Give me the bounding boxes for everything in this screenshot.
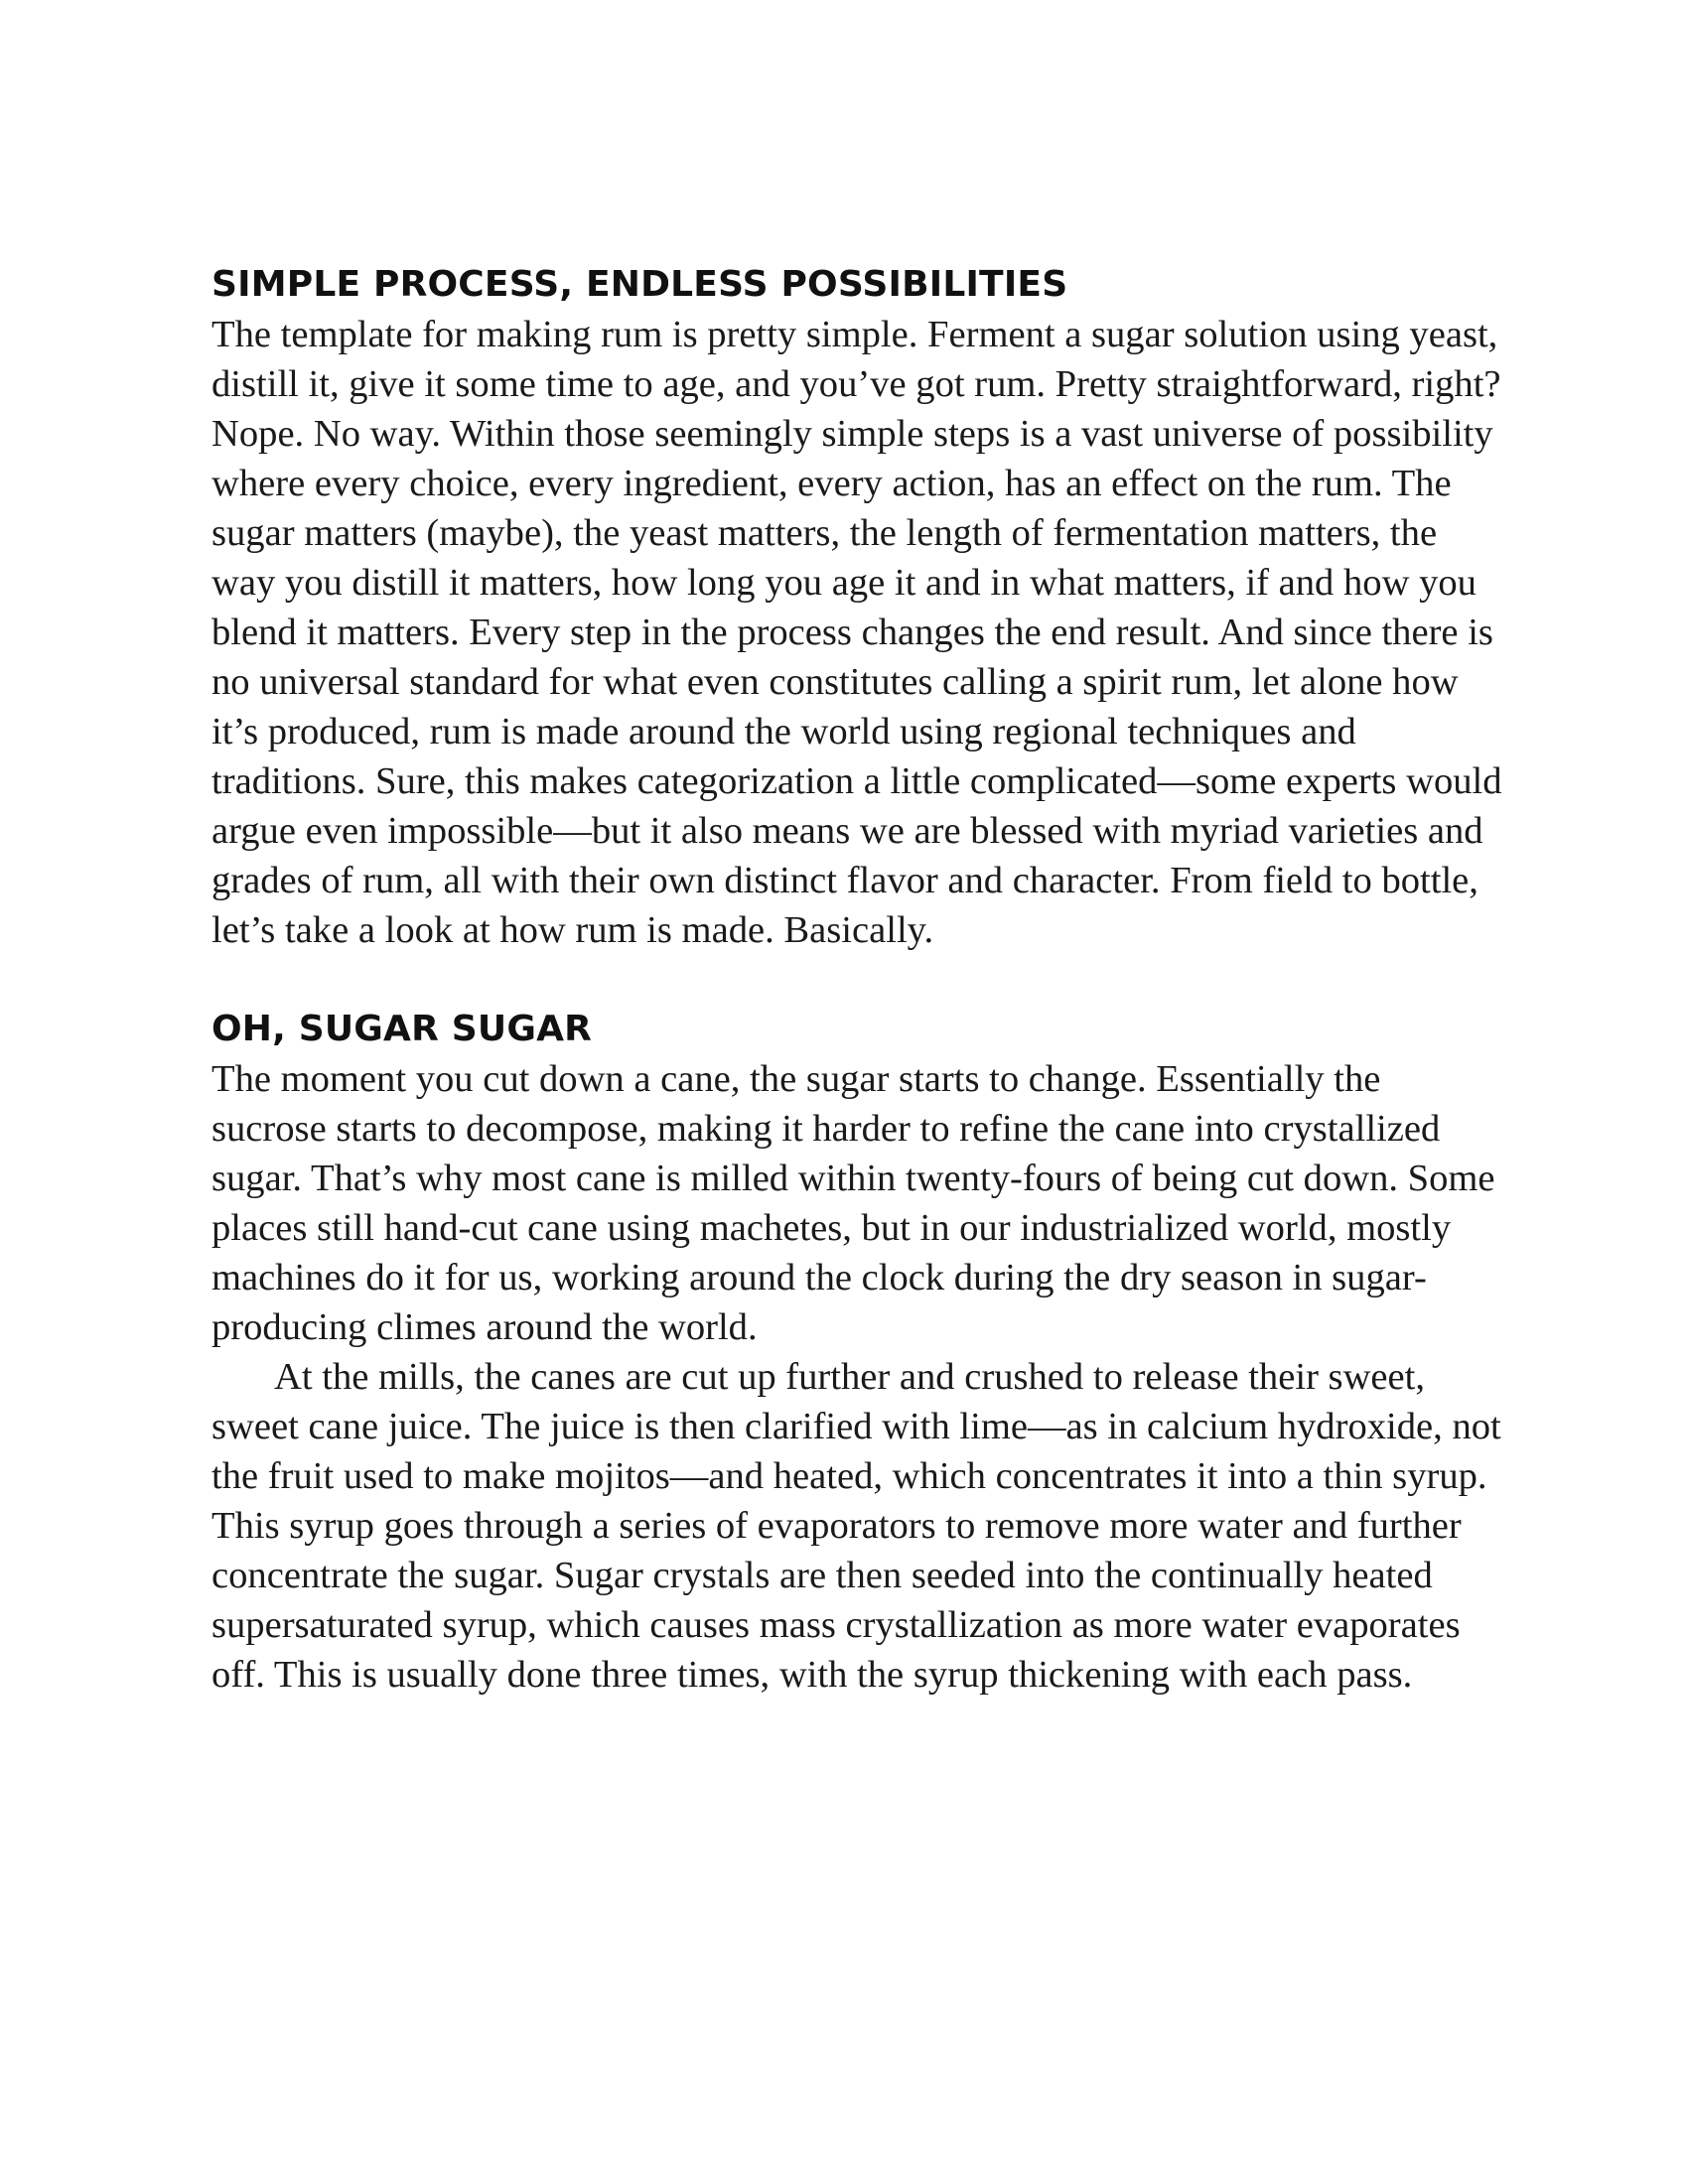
section-heading: SIMPLE PROCESS, ENDLESS POSSIBILITIES	[211, 264, 1068, 305]
section-spacer	[211, 955, 1502, 1005]
section-heading: OH, SUGAR SUGAR	[211, 1009, 593, 1049]
body-paragraph: The moment you cut down a cane, the sugar starts to change. Essentially the sucrose starts to decompose, making it harder to refine the cane into crystallized sugar. That’s why most cane is milled within twenty-fours of being cut down. Some places still hand-cut cane using machetes, but in our industrialized world, mostly machines do it for us, working around the clock during the dry season in sugar-producing climes around the world.	[211, 1058, 1495, 1348]
body-paragraph: The template for making rum is pretty simple. Ferment a sugar solution using yeast, distill it, give it some time to age, and you’ve got rum. Pretty straightforward, right? Nope. No way. Within those seemingly simple steps is a vast universe of possibility where every choice, every ingredient, every action, has an effect on the rum. The sugar matters (maybe), the yeast matters, the length of fermentation matters, the way you distill it matters, how long you age it and in what matters, if and how you blend it matters. Every step in the process changes the end result. And since there is no universal standard for what even constitutes calling a spirit rum, let alone how it’s produced, rum is made around the world using regional techniques and traditions. Sure, this makes categorization a little complicated—some experts would argue even impossible—but it also means we are blessed with myriad varieties and grades of rum, all with their own distinct flavor and character. From field to bottle, let’s take a look at how rum is made. Basically.	[211, 314, 1502, 951]
document-page	[211, 260, 1502, 1700]
body-paragraph: At the mills, the canes are cut up further and crushed to release their sweet, sweet cane juice. The juice is then clarified with lime—as in calcium hydroxide, not the fruit used to make mojitos—and heated, which concentrates it into a thin syrup. This syrup goes through a series of evaporators to remove more water and further concentrate the sugar. Sugar crystals are then seeded into the continually heated supersaturated syrup, which causes mass crystallization as more water evaporates off. This is usually done three times, with the syrup thickening with each pass.	[211, 1356, 1501, 1696]
